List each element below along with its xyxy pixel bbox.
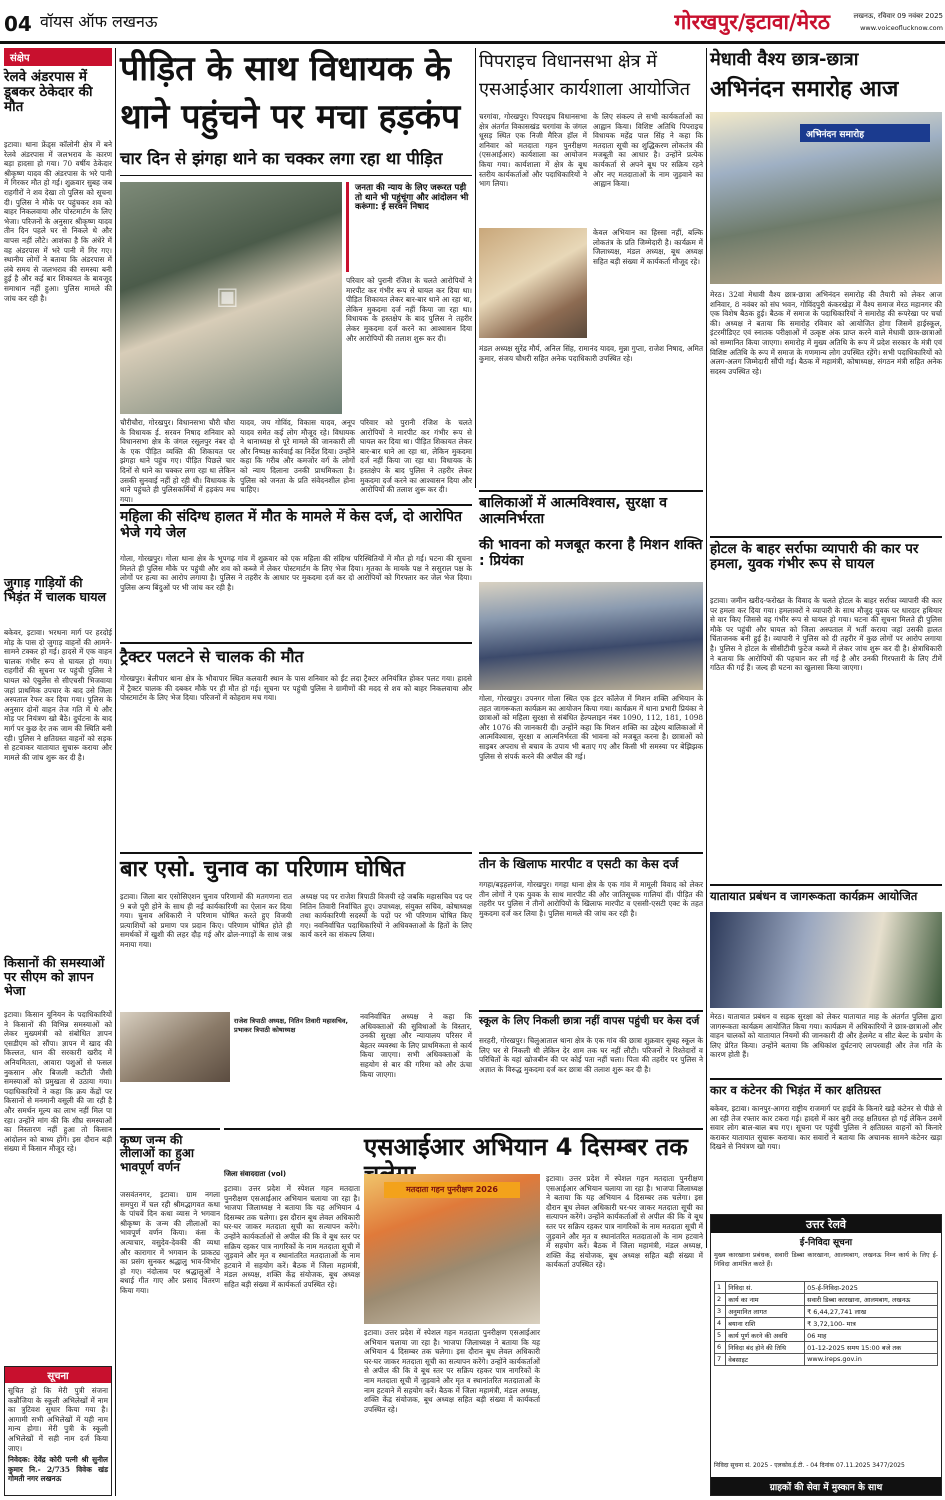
tender-tagline: ग्राहकों की सेवा में मुस्कान के साथ xyxy=(711,1477,941,1495)
tender-row xyxy=(715,1342,938,1354)
tender-row-key: निविदा सं. xyxy=(726,1282,805,1294)
pipraich-story xyxy=(479,52,703,488)
tender-row-value: ₹ 6,44,27,741 लाख xyxy=(805,1306,938,1318)
tender-row-value: 05-ई-निविदा-2025 xyxy=(805,1282,938,1294)
hotel-story xyxy=(710,536,942,884)
notice-signature: निवेदक: देवेंद्र कोरी पत्नी श्री सुनील कुमार नि.- 2/735 विवेक खंड गोमती नगर लखनऊ xyxy=(8,1455,108,1484)
notice-box xyxy=(4,1366,112,1496)
lead-headline-line1: पीड़ित के साथ विधायक के xyxy=(120,49,451,89)
mission-headline-1: बालिकाओं में आत्मविश्वास, सुरक्षा व आत्मनिर्भरता xyxy=(479,495,668,527)
pipraich-body-3: केवल अभियान का हिस्सा नहीं, बल्कि लोकतंत्र के प्रति जिम्मेदारी है। कार्यक्रम में जिलाध्यक्ष, मंडल अध्यक्ष, बूथ अध्यक्ष सहित बड़ी संख्या में कार्यकर्ता मौजूद रहे। xyxy=(593,228,703,266)
column-divider-2 xyxy=(475,48,476,488)
brief-body-farmers: इटावा। किसान यूनियन के पदाधिकारियों ने किसानों की विभिन्न समस्याओं को लेकर मुख्यमंत्री को संबोधित ज्ञापन एसडीएम को सौंपा। ज्ञापन में खाद की किल्लत, धान की सरकारी खरीद में अनियमितता, आवारा पशुओं से फसल नुकसान और बिजली कटौती जैसी समस्याओं को प्रमुखता से उठाया गया। पदाधिकारियों ने कहा कि क्रय केंद्रों पर किसानों से मनमानी वसूली की जा रही है और समर्थन मूल्य का लाभ नहीं मिल पा रहा। उन्होंने मांग की कि शीघ्र समस्याओं का निस्तारण नहीं हुआ तो किसान आंदोलन को बाध्य होंगे। इस दौरान बड़ी संख्या में किसान मौजूद रहे। xyxy=(4,1010,112,1154)
pipraich-headline-2: एसआईआर कार्यशाला आयोजित xyxy=(479,79,691,100)
masthead-rule xyxy=(0,41,945,44)
lead-headline-line2: थाने पहुंचने पर मचा हड़कंप xyxy=(120,97,461,137)
meritorious-headline-2: अभिनंदन समारोह आज xyxy=(710,77,899,102)
tender-row-key: कार्य पूर्ण करने की अवधि xyxy=(726,1330,805,1342)
bar-caption: राजेश त्रिपाठी अध्यक्ष, नितिन तिवारी महासचिव, प्रभाकर त्रिपाठी कोषाध्यक्ष xyxy=(234,1017,348,1034)
tender-footer: निविदा सूचना सं. 2025 - एलकोव.ई.टी. - 04 दिनांक 07.11.2025 3477/2025 xyxy=(714,1462,905,1469)
hotel-headline: होटल के बाहर सर्राफा व्यापारी की कार पर हमला, युवक गंभीर रूप से घायल xyxy=(710,541,919,573)
woman-death-headline: महिला की संदिग्ध हालत में मौत के मामले में केस दर्ज, दो आरोपित भेजे गये जेल xyxy=(120,509,462,541)
tender-row-value: 06 माह xyxy=(805,1330,938,1342)
bar-photo xyxy=(120,1012,230,1082)
tender-row-value: सवारी डिब्बा कारखाना, आलमबाग, लखनऊ xyxy=(805,1294,938,1306)
lead-body-right: परिवार को पुरानी रंजिश के चलते आरोपियों ने मारपीट कर गंभीर रूप से घायल कर दिया था। पीड़ित शिकायत लेकर बार-बार थाने आ रहा था, लेकिन मुकदमा दर्ज नहीं किया जा रहा था। विधायक के हस्तक्षेप के बाद पुलिस ने तहरीर लेकर मुकदमा दर्ज करने का आश्वासन दिया और आरोपियों की तलाश शुरू कर दी। xyxy=(346,276,472,343)
tender-row-key: कार्य का नाम xyxy=(726,1294,805,1306)
brief-headline-farmers: किसानों की समस्याओं पर सीएम को ज्ञापन भेजा xyxy=(4,955,105,998)
brief-headline-jugaad: जुगाड़ गाड़ियों की भिड़ंत में चालक घायल xyxy=(4,575,106,604)
tender-row-index: 5 xyxy=(715,1330,726,1342)
pipraich-photo xyxy=(479,228,587,338)
krishna-body: जसवंतनगर, इटावा। ग्राम नगला समपुरा में चल रही श्रीमद्भागवत कथा के पांचवें दिन कथा व्यास ने भगवान श्रीकृष्ण के जन्म की लीलाओं का भावपूर्ण वर्णन किया। कंस के अत्याचार, वसुदेव-देवकी की व्यथा और कारागार में भगवान के प्राकट्य का प्रसंग सुनकर श्रद्धालु भाव-विभोर हो गए। नंदोत्सव पर श्रद्धालुओं ने बधाई गीत गाए और प्रसाद वितरण किया गया। xyxy=(120,1190,220,1295)
briefs-label: संक्षेप xyxy=(4,48,112,66)
sir-byline: जिला संवाददाता (vol) xyxy=(224,1170,287,1178)
tender-row-key: निविदा बंद होने की तिथि xyxy=(726,1342,805,1354)
tender-row xyxy=(715,1354,938,1366)
lead-photo xyxy=(120,182,342,414)
pipraich-headline-1: पिपराइच विधानसभा क्षेत्र में xyxy=(479,51,658,72)
tender-row-index: 3 xyxy=(715,1306,726,1318)
tender-row-value[interactable]: www.ireps.gov.in xyxy=(805,1354,938,1366)
tender-row-value: 01-12-2025 समय 15:00 बजे तक xyxy=(805,1342,938,1354)
bar-body-1: इटावा। जिला बार एसोसिएशन चुनाव परिणामों की मतगणना रात 9 बजे पूरी होने के साथ ही नई कार्यकारिणी का ऐलान कर दिया गया। चुनाव अधिकारी ने परिणाम घोषित करते हुए विजयी प्रत्याशियों को प्रमाण पत्र प्रदान किए। परिणाम घोषित होते ही समर्थकों में खुशी की लहर दौड़ गई और ढोल-नगाड़ों के साथ जश्न मनाया गया। xyxy=(120,892,292,949)
lead-quote: जनता की न्याय के लिए जरूरत पड़ी तो थाने भी पहुंचूंगा और आंदोलन भी करूंगा: ई सरवन निषाद xyxy=(355,183,469,213)
notice-title: सूचना xyxy=(5,1367,111,1383)
traffic-story xyxy=(710,884,942,1076)
mission-story xyxy=(479,490,703,852)
three-case-body: गगहा/बड़हलगंज, गोरखपुर। गगहा थाना क्षेत्र के एक गांव में मामूली विवाद को लेकर तीन लोगों ने एक युवक के साथ मारपीट की और जातिसूचक गालियां दीं। पीड़ित की तहरीर पर पुलिस ने तीनों आरोपियों के खिलाफ मारपीट व एससी-एसटी एक्ट के तहत मुकदमा दर्ज कर लिया है। पुलिस मामले की जांच कर रही है। xyxy=(479,880,703,918)
krishna-story xyxy=(120,1128,220,1496)
three-case-headline: तीन के खिलाफ मारपीट व एसटी का केस दर्ज xyxy=(479,857,679,871)
tender-notice xyxy=(710,1214,942,1496)
sir-photo-banner: मतदाता गहन पुनरीक्षण 2026 xyxy=(384,1182,520,1198)
meritorious-photo xyxy=(710,112,942,284)
paper-name: वॉयस ऑफ लखनऊ xyxy=(40,12,158,31)
school-body: सरहरी, गोरखपुर। चिलुआताल थाना क्षेत्र के एक गांव की छात्रा शुक्रवार सुबह स्कूल के लिए घर से निकली थी लेकिन देर शाम तक घर नहीं लौटी। परिजनों ने रिश्तेदारों व परिचितों के यहां खोजबीन की पर कोई पता नहीं चला। पिता की तहरीर पर पुलिस ने अज्ञात के विरुद्ध मुकदमा दर्ज कर छात्रा की तलाश शुरू कर दी है। xyxy=(479,1036,703,1074)
tender-row xyxy=(715,1318,938,1330)
sir-photo xyxy=(364,1174,540,1324)
mission-photo xyxy=(479,582,703,690)
school-story xyxy=(479,1010,703,1124)
page-number: 04 xyxy=(4,12,32,36)
sir-body-left: इटावा। उत्तर प्रदेश में स्पेशल गहन मतदाता पुनरीक्षण एसआईआर अभियान चलाया जा रहा है। भाजपा जिलाध्यक्ष ने बताया कि यह अभियान 4 दिसम्बर तक चलेगा। इस दौरान बूथ लेवल अधिकारी घर-घर जाकर मतदाता सूची का सत्यापन करेंगे। उन्होंने कार्यकर्ताओं से अपील की कि वे बूथ स्तर पर सक्रिय रहकर पात्र नागरिकों के नाम मतदाता सूची में जुड़वाने और मृत व स्थानांतरित मतदाताओं के नाम हटवाने में सहयोग करें। बैठक में जिला महामंत्री, मंडल अध्यक्ष, शक्ति केंद्र संयोजक, बूथ अध्यक्ष सहित बड़ी संख्या में कार्यकर्ता उपस्थित रहे। xyxy=(224,1184,360,1289)
lead-quote-box xyxy=(346,182,472,272)
collision-story xyxy=(710,1078,942,1210)
brief-body-jugaad: बकेवर, इटावा। भरथना मार्ग पर हरदोई मोड़ के पास दो जुगाड़ वाहनों की आमने-सामने टक्कर हो गई। हादसे में एक वाहन चालक गंभीर रूप से घायल हो गया। राहगीरों की सूचना पर पहुंची पुलिस ने घायल को एंबुलेंस से सीएचसी भिजवाया जहां प्राथमिक उपचार के बाद उसे जिला अस्पताल रेफर कर दिया गया। पुलिस के अनुसार दोनों वाहन तेज गति में थे और मोड़ पर नियंत्रण खो बैठे। दुर्घटना के बाद मार्ग पर कुछ देर तक जाम की स्थिति बनी रही। पुलिस ने क्षतिग्रस्त वाहनों को सड़क से हटवाकर यातायात सुचारू कराया और मामले की जांच शुरू कर दी है। xyxy=(4,628,112,762)
masthead xyxy=(0,0,945,44)
sir-body-right: इटावा। उत्तर प्रदेश में स्पेशल गहन मतदाता पुनरीक्षण एसआईआर अभियान चलाया जा रहा है। भाजपा जिलाध्यक्ष ने बताया कि यह अभियान 4 दिसम्बर तक चलेगा। इस दौरान बूथ लेवल अधिकारी घर-घर जाकर मतदाता सूची का सत्यापन करेंगे। उन्होंने कार्यकर्ताओं से अपील की कि वे बूथ स्तर पर सक्रिय रहकर पात्र नागरिकों के नाम मतदाता सूची में जुड़वाने और मृत व स्थानांतरित मतदाताओं के नाम हटवाने में सहयोग करें। बैठक में जिला महामंत्री, मंडल अध्यक्ष, शक्ति केंद्र संयोजक, बूथ अध्यक्ष सहित बड़ी संख्या में कार्यकर्ता उपस्थित रहे। xyxy=(546,1174,703,1270)
tender-row-index: 6 xyxy=(715,1342,726,1354)
tender-row xyxy=(715,1282,938,1294)
tender-intro: मुख्य कारखाना प्रबंधक, सवारी डिब्बा कारखाना, आलमबाग, लखनऊ निम्न कार्य के लिए ई-निविदा आमंत्रित करते हैं। xyxy=(714,1251,938,1268)
hotel-body: इटावा। जमीन खरीद-फरोख्त के विवाद के चलते होटल के बाहर सर्राफा व्यापारी की कार पर हमला कर दिया गया। हमलावरों ने व्यापारी के साथ मौजूद युवक पर धारदार हथियार से वार किए जिससे वह गंभीर रूप से घायल हो गया। घटना की सूचना मिलते ही पुलिस मौके पर पहुंची और घायल को जिला अस्पताल में भर्ती कराया जहां उसकी हालत चिंताजनक बनी हुई है। व्यापारी ने पुलिस को दी तहरीर में कुछ लोगों पर आरोप लगाया है। पुलिस ने होटल के सीसीटीवी फुटेज कब्जे में लेकर जांच शुरू कर दी है। क्षेत्राधिकारी ने बताया कि आरोपियों की पहचान कर ली गई है और उनकी गिरफ्तारी के लिए टीमें गठित की गई हैं। जल्द ही घटना का खुलासा किया जाएगा। xyxy=(710,596,942,673)
brief-body-underpass: इटावा। थाना फ्रेंड्स कॉलोनी क्षेत्र में बने रेलवे अंडरपास में जलभराव के कारण बड़ा हादसा हो गया। 70 वर्षीय ठेकेदार श्रीकृष्ण यादव की अंडरपास के भरे पानी में गिरकर मौत हो गई। शुक्रवार सुबह जब राहगीरों ने शव देखा तो पुलिस को सूचना दी। पुलिस ने मौके पर पहुंचकर शव को बाहर निकलवाया और पोस्टमार्टम के लिए भेजा। परिजनों के अनुसार श्रीकृष्ण यादव तीन दिन पहले घर से निकले थे और वापस नहीं लौटे। आशंका है कि अंधेरे में वह अंडरपास में भरे पानी में गिर गए। स्थानीय लोगों ने बताया कि अंडरपास में लंबे समय से जलभराव की समस्या बनी हुई है और कई बार शिकायत के बावजूद समाधान नहीं हुआ। पुलिस मामले की जांच कर रही है। xyxy=(4,140,112,303)
bar-body-3: नवनिर्वाचित अध्यक्ष ने कहा कि अधिवक्ताओं की सुविधाओं के विस्तार, उनकी सुरक्षा और न्यायालय परिसर में बेहतर व्यवस्था के लिए प्राथमिकता से कार्य किया जाएगा। सभी अधिवक्ताओं के सहयोग से बार की गरिमा को और ऊंचा किया जाएगा। xyxy=(360,1012,472,1079)
sir-body-mid: इटावा। उत्तर प्रदेश में स्पेशल गहन मतदाता पुनरीक्षण एसआईआर अभियान चलाया जा रहा है। भाजपा जिलाध्यक्ष ने बताया कि यह अभियान 4 दिसम्बर तक चलेगा। इस दौरान बूथ लेवल अधिकारी घर-घर जाकर मतदाता सूची का सत्यापन करेंगे। उन्होंने कार्यकर्ताओं से अपील की कि वे बूथ स्तर पर सक्रिय रहकर पात्र नागरिकों के नाम मतदाता सूची में जुड़वाने और मृत व स्थानांतरित मतदाताओं के नाम हटवाने में सहयोग करें। बैठक में जिला महामंत्री, मंडल अध्यक्ष, शक्ति केंद्र संयोजक, बूथ अध्यक्ष सहित बड़ी संख्या में कार्यकर्ता उपस्थित रहे। xyxy=(364,1328,540,1414)
railway-name: उत्तर रेलवे xyxy=(711,1215,941,1233)
traffic-body: मेरठ। यातायात प्रबंधन व सड़क सुरक्षा को लेकर यातायात माह के अंतर्गत पुलिस द्वारा जागरूकता कार्यक्रम आयोजित किया गया। कार्यक्रम में अधिकारियों ने छात्र-छात्राओं और वाहन चालकों को यातायात नियमों की जानकारी दी और हेलमेट व सीट बेल्ट के प्रयोग के लिए प्रेरित किया। उन्होंने बताया कि अधिकांश दुर्घटनाएं लापरवाही और तेज गति के कारण होती हैं। xyxy=(710,1012,942,1060)
tender-row-index: 2 xyxy=(715,1294,726,1306)
edition-title: गोरखपुर/इटावा/मेरठ xyxy=(674,9,830,34)
bar-body-2: अध्यक्ष पद पर राजेश त्रिपाठी विजयी रहे जबकि महासचिव पद पर नितिन तिवारी निर्वाचित हुए। उपाध्यक्ष, संयुक्त सचिव, कोषाध्यक्ष तथा कार्यकारिणी सदस्यों के पदों पर भी परिणाम घोषित किए गए। नवनिर्वाचित पदाधिकारियों ने अधिवक्ताओं के हितों के लिए कार्य करने का संकल्प लिया। xyxy=(300,892,472,940)
collision-body: बकेवर, इटावा। कानपुर-आगरा राष्ट्रीय राजमार्ग पर हाईवे के किनारे खड़े कंटेनर से पीछे से आ रही तेज रफ्तार कार टकरा गई। हादसे में कार बुरी तरह क्षतिग्रस्त हो गई लेकिन उसमें सवार लोग बाल-बाल बच गए। सूचना पर पहुंची पुलिस ने क्षतिग्रस्त वाहनों को किनारे कराकर यातायात सुचारू कराया। कार सवारों ने बताया कि अचानक सामने कंटेनर खड़ा दिखने से नियंत्रण खो गया। xyxy=(710,1104,942,1152)
brief-headline-underpass: रेलवे अंडरपास में डूबकर ठेकेदार की मौत xyxy=(4,69,93,116)
pipraich-body-1: चरगांवा, गोरखपुर। पिपराइच विधानसभा क्षेत्र अंतर्गत विकासखंड चरगांवा के जंगल धूसड़ स्थित एक निजी मैरिज हॉल में शनिवार को मतदाता गहन पुनरीक्षण (एसआईआर) कार्यशाला का आयोजन किया गया। कार्यशाला में क्षेत्र के बूथ स्तरीय कार्यकर्ताओं और पदाधिकारियों ने भाग लिया। xyxy=(479,112,587,189)
issue-date: लखनऊ, रविवार 09 नवंबर 2025 xyxy=(853,12,943,20)
tractor-body: गोरखपुर। बेलीपार थाना क्षेत्र के भौवापार स्थित कलवारी स्थान के पास शनिवार को ईंट लदा ट्रैक्टर अनियंत्रित होकर पलट गया। हादसे में ट्रैक्टर चालक की दबकर मौके पर ही मौत हो गई। सूचना पर पहुंची पुलिस ने ग्रामीणों की मदद से शव को बाहर निकलवाया और पोस्टमार्टम के लिए भेज दिया। परिजनों में कोहराम मच गया। xyxy=(120,674,472,703)
tender-row-key: अनुमानित लागत xyxy=(726,1306,805,1318)
tender-row-key: वेबसाइट xyxy=(726,1354,805,1366)
woman-death-body: गोला, गोरखपुर। गोला थाना क्षेत्र के भूपगढ़ गांव में शुक्रवार को एक महिला की संदिग्ध परिस्थितियों में मौत हो गई। घटना की सूचना मिलते ही पुलिस मौके पर पहुंची और शव को कब्जे में लेकर पोस्टमार्टम के लिए भेज दिया। मृतका के मायके पक्ष ने ससुराल पक्ष के लोगों पर हत्या का आरोप लगाया है। पुलिस ने तहरीर के आधार पर मुकदमा दर्ज कर दो आरोपियों को गिरफ्तार कर जेल भेज दिया। पुलिस अन्य बिंदुओं पर भी जांच कर रही है। xyxy=(120,554,472,592)
column-divider-1 xyxy=(115,48,116,1496)
collision-headline: कार व कंटेनर की भिड़ंत में कार क्षतिग्रस्त xyxy=(710,1083,881,1097)
lead-subheadline: चार दिन से झंगहा थाने का चक्कर लगा रहा था पीड़ित xyxy=(120,150,472,176)
tender-title: ई-निविदा सूचना xyxy=(799,1238,853,1248)
traffic-photo xyxy=(710,912,942,1008)
tender-row-index: 4 xyxy=(715,1318,726,1330)
sir-headline: एसआईआर अभियान 4 दिसम्बर तक xyxy=(364,1133,688,1161)
mission-headline-2: की भावना को मजबूत करना है मिशन शक्ति : प्रियंका xyxy=(479,537,703,569)
tender-row-index: 1 xyxy=(715,1282,726,1294)
notice-body: सूचित हो कि मेरी पुत्री संजना कन्नौजिया के स्कूली अभिलेखों में नाम का त्रुटिवश सुधार किया गया है। आगामी सभी अभिलेखों में यही नाम मान्य होगा। मेरी पुत्री के स्कूली अभिलेखों में सही नाम दर्ज किया जाए। xyxy=(8,1386,108,1453)
briefs-column xyxy=(4,48,112,1496)
bar-headline: बार एसो. चुनाव का परिणाम घोषित xyxy=(120,857,405,882)
meritorious-headline-1: मेधावी वैश्य छात्र-छात्रा xyxy=(710,49,859,70)
tender-table-wrap xyxy=(714,1281,938,1457)
krishna-headline: कृष्ण जन्म की लीलाओं का हुआ भावपूर्ण वर्णन xyxy=(120,1133,195,1174)
tender-row-index: 7 xyxy=(715,1354,726,1366)
meritorious-body: मेरठ। 32वां मेधावी वैश्य छात्र-छात्रा अभिनंदन समारोह की तैयारी को लेकर आज शनिवार, 8 नवंबर को संघ भवन, गोविंदपुरी कंकरखेड़ा में वैश्य समाज मेरठ महानगर की एक विशेष बैठक हुई। बैठक में समाज के पदाधिकारियों ने समारोह की रूपरेखा पर चर्चा की। अध्यक्ष ने बताया कि समारोह रविवार को आयोजित होगा जिसमें हाईस्कूल, इंटरमीडिएट एवं स्नातक परीक्षाओं में उत्कृष्ट अंक प्राप्त करने वाले मेधावी छात्र-छात्राओं को सम्मानित किया जाएगा। समारोह में मुख्य अतिथि के रूप में प्रदेश सरकार के मंत्री एवं विशिष्ट अतिथि के रूप में समाज के गणमान्य लोग उपस्थित रहेंगे। सभी पदाधिकारियों को अलग-अलग जिम्मेदारी सौंपी गई। बैठक में महामंत्री, कोषाध्यक्ष, संगठन मंत्री सहित अनेक सदस्य उपस्थित रहे। xyxy=(710,290,942,376)
photo-icon: ▣ xyxy=(216,282,239,310)
website[interactable]: www.voiceoflucknow.com xyxy=(860,24,943,32)
tender-table xyxy=(714,1281,938,1366)
pipraich-body-4: मंडल अध्यक्ष सुरेंद्र मौर्य, अनिल सिंह, रामानंद यादव, मुन्ना गुप्ता, राजेश निषाद, अमित कुमार, संजय चौधरी सहित अनेक पदाधिकारी उपस्थित रहे। xyxy=(479,344,703,363)
tractor-headline: ट्रैक्टर पलटने से चालक की मौत xyxy=(120,647,304,666)
traffic-headline: यातायात प्रबंधन व जागरूकता कार्यक्रम आयोजित xyxy=(710,889,918,903)
lead-body-col3: परिवार को पुरानी रंजिश के चलते आरोपियों ने मारपीट कर गंभीर रूप से घायल कर दिया था। पीड़ित शिकायत लेकर बार-बार थाने आ रहा था, लेकिन मुकदमा दर्ज नहीं किया जा रहा था। विधायक के हस्तक्षेप के बाद पुलिस ने तहरीर लेकर मुकदमा दर्ज करने का आश्वासन दिया और आरोपियों की तलाश शुरू कर दी। xyxy=(360,418,472,495)
tractor-story xyxy=(120,642,472,850)
mission-body: गोला, गोरखपुर। उपनगर गोला स्थित एक इंटर कॉलेज में मिशन शक्ति अभियान के तहत जागरूकता कार्यक्रम का आयोजन किया गया। कार्यक्रम में थाना प्रभारी प्रियंका ने छात्राओं को महिला सुरक्षा से संबंधित हेल्पलाइन नंबर 1090, 112, 181, 1098 और 1076 की जानकारी दी। उन्होंने कहा कि मिशन शक्ति का उद्देश्य बालिकाओं में आत्मविश्वास, सुरक्षा व आत्मनिर्भरता की भावना को मजबूत करना है। छात्राओं को साइबर अपराध से बचाव के उपाय भी बताए गए और किसी भी समस्या पर बेझिझक पुलिस से संपर्क करने की अपील की गई। xyxy=(479,694,704,761)
column-divider-3 xyxy=(706,48,707,1248)
pipraich-body-2: के लिए संकल्प ले सभी कार्यकर्ताओं का आह्वान किया। विशिष्ट अतिथि पिपराइच विधायक महेंद्र पाल सिंह ने कहा कि मतदाता सूची का शुद्धिकरण लोकतंत्र की मजबूती का आधार है। उन्होंने प्रत्येक कार्यकर्ता से अपने बूथ पर सक्रिय रहने और नए मतदाताओं के नाम जुड़वाने का आह्वान किया। xyxy=(593,112,703,189)
lead-body-col1: चौरीचौरा, गोरखपुर। विधानसभा चौरी चौरा के विधायक ई. सरवन निषाद शनिवार को विधानसभा क्षेत्र के जंगल रसूलपुर नंबर दो के एक पीड़ित व्यक्ति की शिकायत पर झंगहा थाने पहुंच गए। पीड़ित पिछले चार दिनों से थाने का चक्कर लगा रहा था लेकिन उसकी सुनवाई नहीं हो रही थी। विधायक के थाने पहुंचते ही पुलिसकर्मियों में हड़कंप मच गया। xyxy=(120,418,235,504)
meritorious-banner: अभिनंदन समारोह xyxy=(800,124,930,142)
tender-row xyxy=(715,1330,938,1342)
school-headline: स्कूल के लिए निकली छात्रा नहीं वापस पहुंची घर केस दर्ज xyxy=(479,1015,700,1027)
three-case-story xyxy=(479,852,703,1008)
tender-row xyxy=(715,1306,938,1318)
sir-story xyxy=(224,1128,703,1496)
tender-row-key: बयाना राशि xyxy=(726,1318,805,1330)
tender-row xyxy=(715,1294,938,1306)
lead-body-col2: यादव, जय गोविंद, विकास यादव, अनूप यादव समेत कई लोग मौजूद रहे। विधायक ने थानाध्यक्ष से पूरे मामले की जानकारी ली और निष्पक्ष कार्रवाई का निर्देश दिया। उन्होंने कहा कि गरीब और कमजोर वर्ग के लोगों को न्याय दिलाना उनकी प्राथमिकता है। पुलिस को जनता के प्रति संवेदनशील होना चाहिए। xyxy=(240,418,355,495)
bar-story xyxy=(120,852,472,1124)
woman-death-story xyxy=(120,504,472,640)
tender-row-value: ₹ 3,72,100- मात्र xyxy=(805,1318,938,1330)
lead-story xyxy=(120,49,472,504)
meritorious-story xyxy=(710,50,942,532)
